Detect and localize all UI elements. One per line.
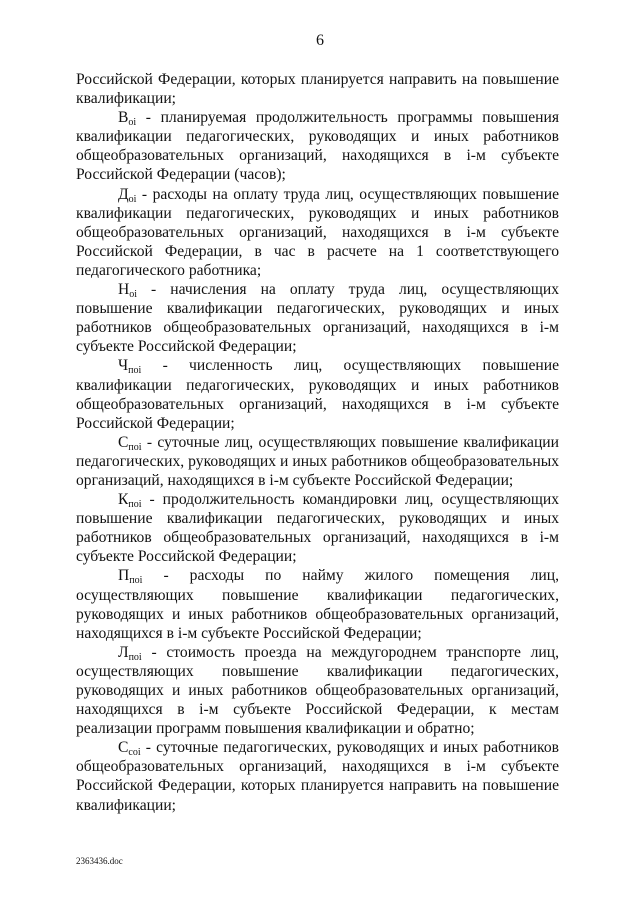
definition-text: - стоимость проезда на междугороднем транспорте лиц, осуществляющих повышение квалификации педагогических, руководящих и иных работников общеобразовательных организаций, находящихся в i-м субъекте Российской Федерации, к местам реализации программ повышения квалификации и обратно; bbox=[76, 643, 559, 738]
definition-paragraph bbox=[76, 433, 559, 490]
definition-text: - расходы на оплату труда лиц, осуществляющих повышение квалификации педагогических, руководящих и иных работников общеобразовательных организаций, находящихся в i-м субъекте Российской Федерации, в час в расчете на 1 соответствующего педагогического работника; bbox=[76, 185, 559, 279]
definition-subscript: oi bbox=[129, 289, 138, 301]
definition-symbol: В bbox=[118, 109, 129, 127]
footer-filename: 2363436.doc bbox=[76, 856, 123, 866]
definition-subscript: пoi bbox=[128, 441, 142, 453]
definition-paragraph bbox=[76, 738, 559, 814]
intro-paragraph: Российской Федерации, которых планируется направить на повышение квалификации; bbox=[76, 71, 559, 108]
definition-paragraph bbox=[76, 566, 559, 642]
definition-symbol: Н bbox=[118, 281, 130, 299]
definition-text: - начисления на оплату труда лиц, осуществляющих повышение квалификации педагогических, руководящих и иных работников общеобразовательных организаций, находящихся в i-м субъекте Российской Федерации; bbox=[76, 281, 559, 356]
definition-subscript: oi bbox=[128, 193, 137, 205]
definition-subscript: пoi bbox=[129, 575, 143, 587]
definition-symbol: С bbox=[118, 739, 129, 757]
definition-symbol: Ч bbox=[118, 357, 129, 375]
definition-paragraph bbox=[76, 185, 559, 280]
definition-subscript: пoi bbox=[128, 651, 142, 663]
definition-symbol: П bbox=[118, 567, 130, 585]
definition-text: - расходы по найму жилого помещения лиц, осуществляющих повышение квалификации педагогических, руководящих и иных работников общеобразовательных организаций, находящихся в i-м субъекте Российской Федерации; bbox=[76, 567, 559, 642]
definition-subscript: oi bbox=[128, 117, 137, 129]
document-body bbox=[76, 70, 559, 815]
definition-text: - продолжительность командировки лиц, осуществляющих повышение квалификации педагогических, руководящих и иных работников общеобразовательных организаций, находящихся в i-м субъекте Российской Федерации; bbox=[76, 491, 559, 566]
definition-text: - суточные лиц, осуществляющих повышение квалификации педагогических, руководящих и иных работников общеобразовательных организаций, находящихся в i-м субъекте Российской Федерации; bbox=[76, 433, 559, 489]
definition-symbol: С bbox=[118, 433, 129, 451]
page-number: 6 bbox=[316, 32, 324, 49]
definition-paragraph bbox=[76, 490, 559, 566]
definition-symbol: Л bbox=[118, 643, 129, 661]
definition-paragraph bbox=[76, 643, 559, 738]
definition-paragraph bbox=[76, 108, 559, 184]
definition-subscript: пoi bbox=[128, 499, 142, 511]
definition-text: - численность лиц, осуществляющих повышение квалификации педагогических, руководящих и иных работников общеобразовательных организаций, находящихся в i-м субъекте Российской Федерации; bbox=[76, 357, 559, 432]
definition-subscript: пoi bbox=[128, 365, 142, 377]
definition-paragraph bbox=[76, 356, 559, 432]
definition-text: - суточные педагогических, руководящих и иных работников общеобразовательных организаций, находящихся в i-м субъекте Российской Федерации, которых планируется направить на повышение квалификации; bbox=[76, 739, 559, 814]
definition-symbol: К bbox=[118, 491, 129, 509]
definition-paragraph bbox=[76, 280, 559, 356]
definition-symbol: Д bbox=[118, 185, 129, 203]
definition-subscript: coi bbox=[128, 747, 141, 759]
definition-text: - планируемая продолжительность программы повышения квалификации педагогических, руководящих и иных работников общеобразовательных организаций, находящихся в i-м субъекте Российской Федерации (часов); bbox=[76, 109, 559, 184]
